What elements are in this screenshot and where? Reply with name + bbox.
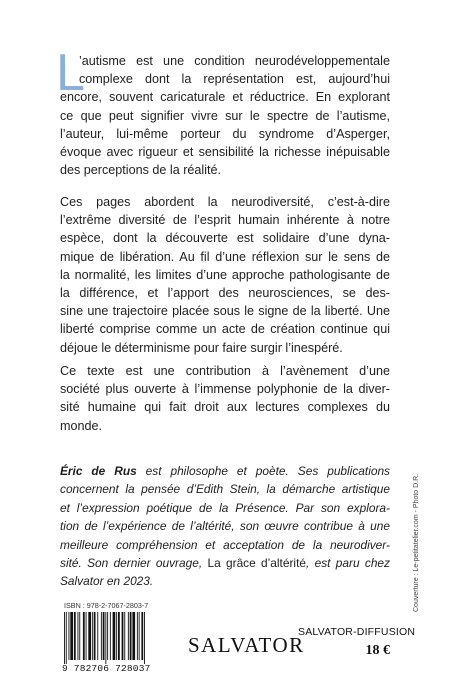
bio-line: Salvator en 2023. (60, 574, 154, 589)
barcode-bar (128, 612, 129, 660)
barcode-bar (130, 612, 132, 660)
paragraph-3 (60, 362, 390, 435)
bio-line: tion de l’expérience de l’altérité, son œuvre contribue à une (60, 519, 390, 534)
book-title: La grâce d’altérité (207, 556, 306, 571)
barcode-bar (122, 612, 124, 660)
author-bio (60, 462, 390, 591)
barcode-bar (97, 612, 98, 660)
text-line: monde. (60, 418, 103, 433)
barcode-bar (83, 612, 85, 660)
text-line: ’autisme est une condition neurodéveloppementale (79, 54, 390, 68)
text-line: encore, souvent caricaturale et réductrice. En explorant (60, 90, 390, 105)
barcode-bar (94, 612, 96, 660)
barcode-bar (132, 612, 135, 660)
text-line: ce que peut signifier vivre sur le spectre de l’autisme, (60, 108, 390, 123)
text-line: espèce, dont la découverte est solidaire d’une dyna- (60, 231, 390, 246)
text-line: l’auteur, lui-même porteur du syndrome d’Asperger, (60, 126, 390, 141)
distribution-label: SALVATOR-DIFFUSION (298, 626, 416, 638)
text-line: la normalité, les limites d’une approche pathologisante de (60, 267, 390, 282)
text-line: Ces pages abordent la neurodiversité, c’est-à-dire (60, 195, 390, 209)
text-line: évoque avec rigueur et sensibilité la richesse inépuisable (60, 145, 390, 160)
text-line: mique de libération. Au fil d’une réflexion sur le sens de (60, 249, 390, 264)
bio-line (60, 554, 390, 572)
bio-text: est philosophe et poète. Ses publications (136, 464, 391, 478)
barcode-bar (105, 612, 106, 664)
isbn-label: ISBN : 978-2-7067-2803-7 (64, 601, 149, 610)
barcode-bar (101, 612, 102, 660)
barcode-bar (113, 612, 116, 660)
text-line: déjoue le déterminisme pour faire surgir l’inespéré. (60, 340, 343, 355)
bio-line: et l’expression poétique de la Présence. Par son explora- (60, 500, 390, 515)
paragraph-1 (60, 52, 390, 179)
barcode-bar (66, 612, 67, 664)
barcode-bar (137, 612, 138, 660)
barcode-bar (118, 612, 120, 660)
bio-line (60, 462, 390, 480)
barcode-bar (107, 612, 108, 660)
text-line: sité humaine qui fait droit aux lectures complexes du (60, 400, 390, 415)
barcode (63, 612, 171, 664)
author-name: Éric de Rus (60, 464, 137, 478)
drop-cap: L (56, 44, 85, 102)
barcode-bar (86, 612, 87, 660)
barcode-bar (88, 612, 91, 660)
barcode-bar (144, 612, 145, 664)
bio-text: sité. Son dernier ouvrage, (60, 556, 208, 571)
barcode-bar (103, 612, 105, 660)
barcode-bar (141, 612, 143, 660)
text-line: des perceptions de la réalité. (60, 163, 222, 178)
text-line: liberté comprise comme un acte de création continue qui (60, 322, 390, 337)
barcode-bar (110, 612, 111, 660)
text-line: Ce texte est une contribution à l’avènement d’une (60, 364, 390, 378)
barcode-bar (64, 612, 65, 664)
barcode-bar (116, 612, 117, 660)
text-line: l’extrême diversité de l’esprit humain inhérente à notre (60, 213, 390, 228)
barcode-bar (92, 612, 93, 660)
bio-text: , est paru chez (306, 556, 390, 571)
barcode-bar (139, 612, 140, 660)
publisher-logo: SALVATOR (188, 633, 305, 657)
barcode-digits: 9 782706 728037 (62, 663, 151, 674)
text-line: la différence, et l’apport des neurosciences, se des- (60, 286, 390, 301)
text-line: sine une trajectoire placée sous le signe de la liberté. Une (60, 304, 390, 319)
price: 18 € (365, 643, 390, 658)
cover-credit: Couverture : Le-petitatelier.com - Photo D.R. (413, 473, 420, 612)
barcode-bar (74, 612, 76, 660)
barcode-bar (79, 612, 80, 660)
text-line: société plus ouverte à l’immense polyphonie de la diver- (60, 382, 390, 397)
bio-line: concernent la pensée d’Edith Stein, la démarche artistique (60, 482, 390, 497)
paragraph-2 (60, 193, 390, 357)
bio-line: meilleure compréhension et acceptation de la neurodiver- (60, 537, 390, 552)
barcode-bar (124, 612, 125, 660)
barcode-bar (78, 612, 79, 660)
barcode-bar (70, 612, 73, 660)
text-line: complexe dont la représentation est, aujourd’hui (79, 72, 390, 87)
barcode-bar (69, 612, 70, 660)
